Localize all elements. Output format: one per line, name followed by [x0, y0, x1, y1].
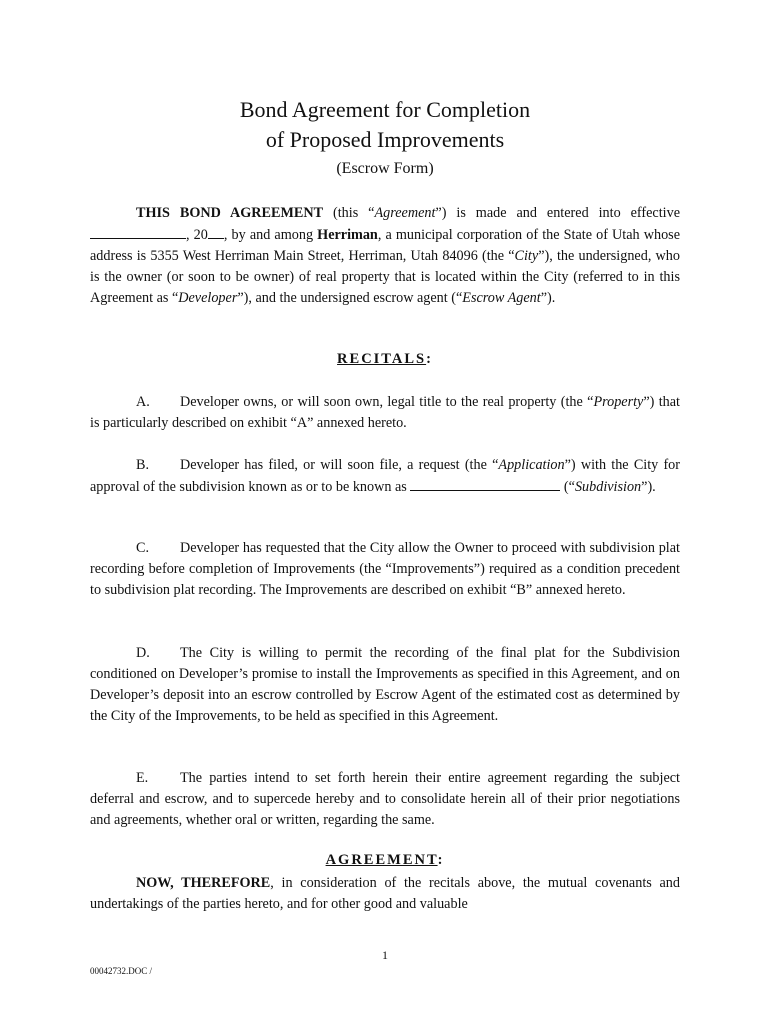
page-number: 1 [382, 948, 388, 962]
intro-text-3: , 20 [186, 227, 208, 243]
recital-c [90, 538, 680, 601]
recital-b-label: B. [136, 457, 150, 473]
agreement-heading [0, 852, 770, 869]
intro-text-6: ”), the undersigned, who is the owner (or soon to be owner) of real property that is located within the City (referred to in this Agreement as “ [90, 248, 680, 306]
now-therefore-lead: NOW, THEREFORE [136, 875, 271, 891]
year-blank [208, 224, 224, 239]
recital-e [90, 768, 680, 831]
recitals-heading [0, 351, 770, 368]
recital-c-label: C. [136, 540, 150, 556]
intro-text-5: , a municipal corporation of the State of Utah whose address is 5355 West Herriman Main Street, Herriman, Utah 84096 (the “ [90, 227, 680, 264]
title-line-1: Bond Agreement for Completion [239, 97, 531, 122]
term-herriman: Herriman [317, 227, 378, 243]
term-city: City [514, 248, 539, 264]
term-application: Application [498, 457, 565, 473]
recital-d [90, 643, 680, 727]
recital-b [90, 455, 680, 498]
recital-a-text-2: ”) that is particularly described on exhibit “A” annexed hereto. [90, 394, 680, 431]
recital-b-text-2: ”) with the City for approval of the subdivision known as or to be known as [90, 457, 681, 495]
intro-text-4: , by and among [223, 227, 318, 243]
document-id: 00042732.DOC / [90, 966, 153, 976]
subdivision-name-blank [410, 476, 560, 491]
intro-text-2: ”) is made and entered into effective [435, 205, 680, 221]
intro-text-1: (this “ [323, 205, 375, 221]
intro-lead: THIS BOND AGREEMENT [136, 205, 324, 221]
now-therefore-paragraph [90, 873, 680, 915]
intro-text-8: ”). [540, 290, 556, 306]
title-line-2: of Proposed Improvements [265, 127, 505, 152]
recital-a-label: A. [136, 394, 150, 410]
intro-text-7: ”), and the undersigned escrow agent (“ [237, 290, 463, 306]
term-agreement: Agreement [374, 205, 436, 221]
recital-c-text: Developer has requested that the City allow the Owner to proceed with subdivision plat recording before completion of Improvements (the “Improvements”) required as a condition precedent to subdivision plat recording. The Improvements are described on exhibit “B” annexed hereto. [90, 540, 680, 598]
document-title [0, 95, 770, 155]
recital-b-text-1: Developer has filed, or will soon file, a request (the “ [180, 457, 499, 473]
term-property: Property [593, 394, 644, 410]
recital-e-text: The parties intend to set forth herein their entire agreement regarding the subject deferral and escrow, and to supercede hereby and to consolidate herein all of their prior negotiations and agreements, whether oral or written, regarding the same. [90, 770, 680, 828]
term-subdivision: Subdivision [574, 479, 642, 495]
agreement-heading-text: AGREEMENT [325, 852, 438, 868]
recital-b-text-4: ”). [641, 479, 656, 495]
document-subtitle: (Escrow Form) [336, 160, 434, 177]
agreement-colon: : [437, 852, 445, 868]
recital-d-text: The City is willing to permit the recording of the final plat for the Subdivision conditioned on Developer’s promise to install the Improvements as specified in this Agreement, and on Developer’s deposit into an escrow controlled by Escrow Agent of the estimated cost as determined by the City of the Improvements, to be held as specified in this Agreement. [90, 645, 680, 724]
recitals-colon: : [426, 351, 433, 367]
term-developer: Developer [178, 290, 238, 306]
date-blank [90, 224, 186, 239]
recital-a-text-1: Developer owns, or will soon own, legal title to the real property (the “ [180, 394, 594, 410]
recital-b-text-3: (“ [560, 479, 575, 495]
recital-a [90, 392, 680, 434]
intro-paragraph [90, 203, 680, 309]
recital-d-label: D. [136, 645, 150, 661]
term-escrow-agent: Escrow Agent [462, 290, 541, 306]
recitals-heading-text: RECITALS [337, 351, 427, 367]
recital-e-label: E. [136, 770, 149, 786]
now-therefore-text: , in consideration of the recitals above, the mutual covenants and undertakings of the parties hereto, and for other good and valuable [90, 875, 680, 912]
